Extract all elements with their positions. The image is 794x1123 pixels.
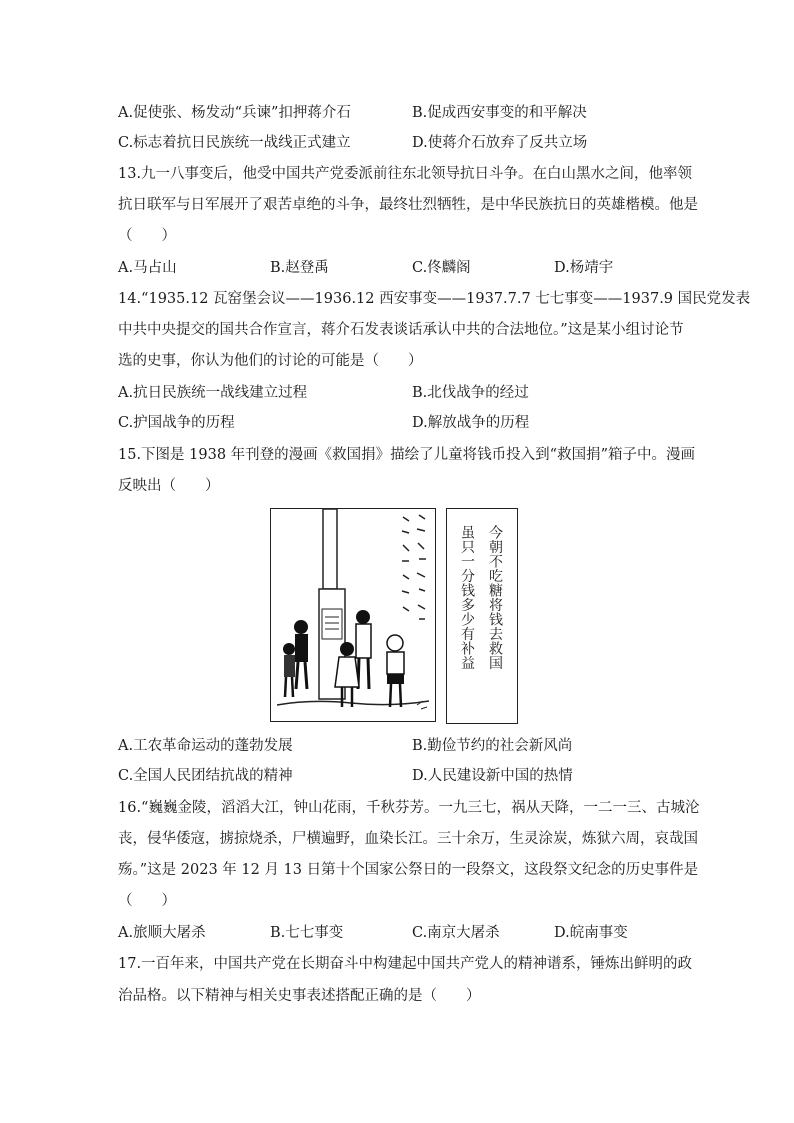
q15-option-d: D.人民建设新中国的热情 [412,768,573,784]
q13-option-c: C.佟麟阁 [412,260,471,276]
caption-column-right: 今朝不吃糖将钱去救国 [487,525,503,670]
q14-stem-line1: 14.“1935.12 瓦窑堡会议——1936.12 西安事变——1937.7.7 七七事变——1937.9 国民党发表 [118,291,751,307]
q12-option-a: A.促使张、杨发动“兵谏”扣押蒋介石 [118,105,351,121]
q16-option-a: A.旅顺大屠杀 [118,925,206,941]
q15-option-a: A.工农革命运动的蓬勃发展 [118,738,293,754]
q14-option-c: C.护国战争的历程 [118,415,235,431]
q12-option-d: D.使蒋介石放弃了反共立场 [412,135,588,151]
q16-option-b: B.七七事变 [270,925,344,941]
q16-stem-line2: 丧，侵华倭寇，掳掠烧杀，尸横遍野，血染长江。三十余万，生灵涂炭，炼狱六周，哀哉国 [118,831,698,847]
cartoon-illustration [270,508,436,722]
caption-column-left: 虽只一分钱多少有补益 [459,525,475,670]
q17-stem-line2: 治品格。以下精神与相关史事表述搭配正确的是（ ） [118,988,481,1004]
q16-stem-line1: 16.“巍巍金陵，滔滔大江，钟山花雨，千秋芬芳。一九三七，祸从天降，一二一三、古城沦 [118,800,700,816]
q14-option-a: A.抗日民族统一战线建立过程 [118,385,308,401]
cartoon-drawing [271,509,435,721]
cartoon-caption-box [446,508,518,724]
q13-option-a: A.马占山 [118,260,177,276]
q13-stem-line1: 13.九一八事变后，他受中国共产党委派前往东北领导抗日斗争。在白山黑水之间，他率领 [118,166,693,182]
q15-stem-line1: 15.下图是 1938 年刊登的漫画《救国捐》描绘了儿童将钱币投入到“救国捐”箱子中。漫画 [118,447,696,463]
q13-option-d: D.杨靖宇 [554,260,614,276]
q12-option-c: C.标志着抗日民族统一战线正式建立 [118,135,351,151]
q13-stem-line2: 抗日联军与日军展开了艰苦卓绝的斗争，最终壮烈牺牲，是中华民族抗日的英雄楷模。他是 [118,197,698,213]
q14-option-d: D.解放战争的历程 [412,415,530,431]
q16-option-d: D.皖南事变 [554,925,628,941]
q16-stem-line3: 殇。”这是 2023 年 12 月 13 日第十个国家公祭日的一段祭文，这段祭文纪念的历史事件是 [118,862,699,878]
q12-option-b: B.促成西安事变的和平解决 [412,105,587,121]
q15-stem-line2: 反映出（ ） [118,478,220,494]
q14-stem-line2: 中共中央提交的国共合作宣言，蒋介石发表谈话承认中共的合法地位。”这是某小组讨论节 [118,322,684,338]
q14-stem-line3: 选的史事，你认为他们的讨论的可能是（ ） [118,353,423,369]
q13-stem-line3: （ ） [118,228,176,244]
q15-option-b: B.勤俭节约的社会新风尚 [412,738,573,754]
q17-stem-line1: 17.一百年来，中国共产党在长期奋斗中构建起中国共产党人的精神谱系，锤炼出鲜明的政 [118,956,693,972]
q14-option-b: B.北伐战争的经过 [412,385,529,401]
q13-option-b: B.赵登禹 [270,260,329,276]
q16-option-c: C.南京大屠杀 [412,925,500,941]
q16-stem-line4: （ ） [118,893,176,909]
q15-option-c: C.全国人民团结抗战的精神 [118,768,293,784]
